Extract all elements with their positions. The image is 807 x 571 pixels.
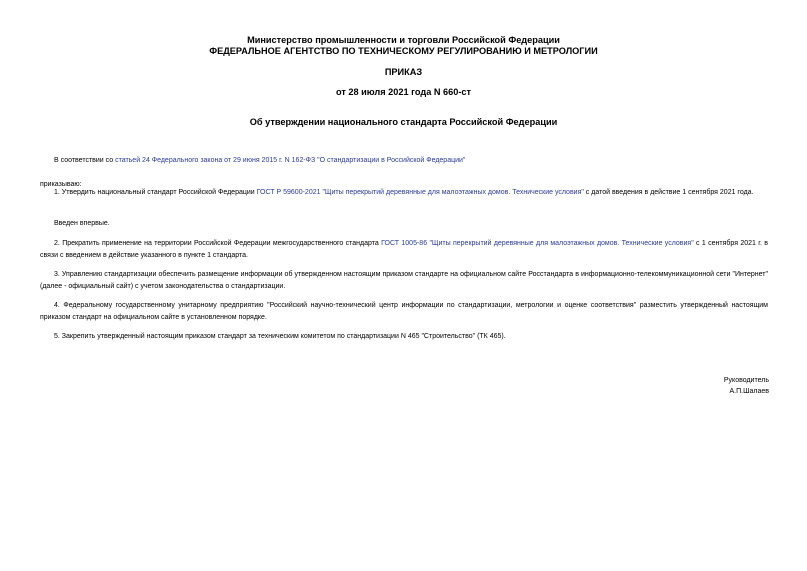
item-5-paragraph: 5. Закрепить утвержденный настоящим приказом стандарт за техническим комитетом по стандартизации N 465 "Строительство" (ТК 465).	[54, 333, 506, 340]
order-subject: Об утверждении национального стандарта Российской Федерации	[249, 117, 558, 127]
document-type: ПРИКАЗ	[384, 67, 423, 77]
item-1-paragraph	[40, 187, 768, 199]
signatory-name: А.П.Шалаев	[729, 388, 769, 395]
item-1-suffix: с датой введения в действие 1 сентября 2021 года.	[583, 189, 754, 196]
agency-heading: ФЕДЕРАЛЬНОЕ АГЕНТСТВО ПО ТЕХНИЧЕСКОМУ РЕГУЛИРОВАНИЮ И МЕТРОЛОГИИ	[209, 46, 598, 56]
preamble-prefix: В соответствии со	[54, 157, 116, 164]
item-4-paragraph: 4. Федеральному государственному унитарному предприятию "Российский научно-технический центр информации по стандартизации, метрологии и оценке соответствия" разместить утвержденный настоящим приказом стандарт на официальном сайте в установленном порядке.	[40, 302, 768, 321]
gost-1005-86-link[interactable]: ГОСТ 1005-86 "Щиты перекрытий деревянные для малоэтажных домов. Технические условия"	[381, 240, 694, 247]
order-date-number: от 28 июля 2021 года N 660-ст	[335, 87, 472, 97]
federal-law-link[interactable]: статьей 24 Федерального закона от 29 июня 2015 г. N 162-ФЗ "О стандартизации в Российской Федерации"	[115, 157, 466, 164]
item-3-paragraph: 3. Управлению стандартизации обеспечить размещение информации об утвержденном настоящим приказом стандарте на официальном сайте Росстандарта в информационно-телекоммуникационной сети "Интернет" (далее - официальный сайт) с учетом законодательства о стандартизации.	[40, 271, 768, 290]
item-2-paragraph	[40, 238, 768, 261]
introduced-first-note: Введен впервые.	[54, 220, 110, 227]
item-1-prefix: 1. Утвердить национальный стандарт Российской Федерации	[54, 189, 257, 196]
ministry-heading: Министерство промышленности и торговли Российской Федерации	[247, 35, 560, 45]
gost-r-59600-link[interactable]: ГОСТ Р 59600-2021 "Щиты перекрытий деревянные для малоэтажных домов. Технические условия"	[256, 189, 584, 196]
item-2-suffix: с 1 сентября 2021 г. в связи с введением в действие указанного в пункте 1 стандарта.	[40, 240, 769, 259]
item-2-prefix: 2. Прекратить применение на территории Российской Федерации межгосударственного стандарта	[54, 240, 382, 247]
preamble-paragraph	[40, 155, 768, 167]
signatory-title: Руководитель	[723, 377, 769, 384]
order-word: приказываю:	[40, 181, 82, 188]
